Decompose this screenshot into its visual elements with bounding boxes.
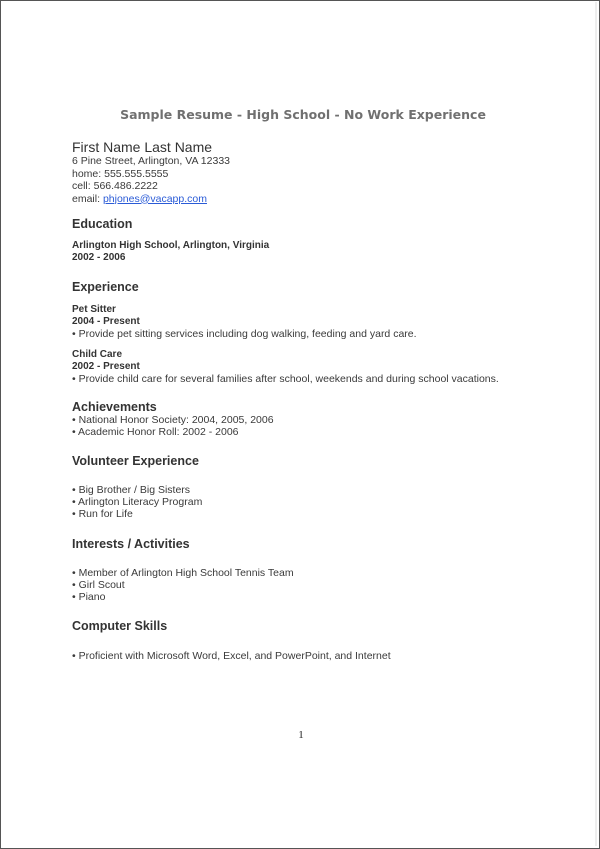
- job-dates: 2002 - Present: [72, 361, 140, 372]
- education-years: 2002 - 2006: [72, 252, 126, 263]
- email-label: email:: [72, 192, 101, 205]
- cell-phone: [72, 180, 158, 193]
- email-link[interactable]: phjones@vacapp.com: [102, 192, 207, 205]
- address: 6 Pine Street, Arlington, VA 12333: [72, 155, 230, 167]
- cell-phone-label: cell:: [72, 180, 91, 192]
- experience-heading: Experience: [72, 280, 139, 294]
- cell-phone-value: 566.486.2222: [93, 180, 158, 192]
- list-item: • Academic Honor Roll: 2002 - 2006: [72, 426, 239, 438]
- achievements-heading: Achievements: [72, 400, 157, 414]
- education-school: Arlington High School, Arlington, Virginia: [72, 240, 270, 251]
- candidate-name: First Name Last Name: [72, 139, 213, 155]
- home-phone: [72, 168, 168, 181]
- list-item: • Member of Arlington High School Tennis Team: [72, 567, 294, 579]
- list-item: • Proficient with Microsoft Word, Excel, and PowerPoint, and Internet: [72, 650, 391, 662]
- list-item: • National Honor Society: 2004, 2005, 2006: [72, 414, 274, 426]
- home-phone-value: 555.555.5555: [104, 167, 169, 180]
- list-item: • Big Brother / Big Sisters: [72, 484, 191, 496]
- job-title: Child Care: [72, 349, 123, 360]
- list-item: • Piano: [72, 591, 106, 603]
- job-dates: 2004 - Present: [72, 316, 140, 327]
- job-title: Pet Sitter: [72, 304, 116, 315]
- job-bullet: • Provide pet sitting services including dog walking, feeding and yard care.: [72, 328, 417, 340]
- education-heading: Education: [72, 217, 133, 231]
- list-item: • Arlington Literacy Program: [72, 496, 203, 508]
- page-number: 1: [298, 729, 304, 741]
- job-bullet: • Provide child care for several families after school, weekends and during school vacations.: [72, 373, 499, 385]
- home-phone-label: home:: [72, 167, 102, 180]
- document-title: Sample Resume - High School - No Work Experience: [120, 107, 486, 122]
- list-item: • Run for Life: [72, 508, 133, 520]
- computer-skills-heading: Computer Skills: [72, 619, 168, 633]
- list-item: • Girl Scout: [72, 579, 125, 591]
- interests-heading: Interests / Activities: [72, 537, 190, 551]
- volunteer-heading: Volunteer Experience: [72, 454, 199, 468]
- email: [72, 193, 207, 206]
